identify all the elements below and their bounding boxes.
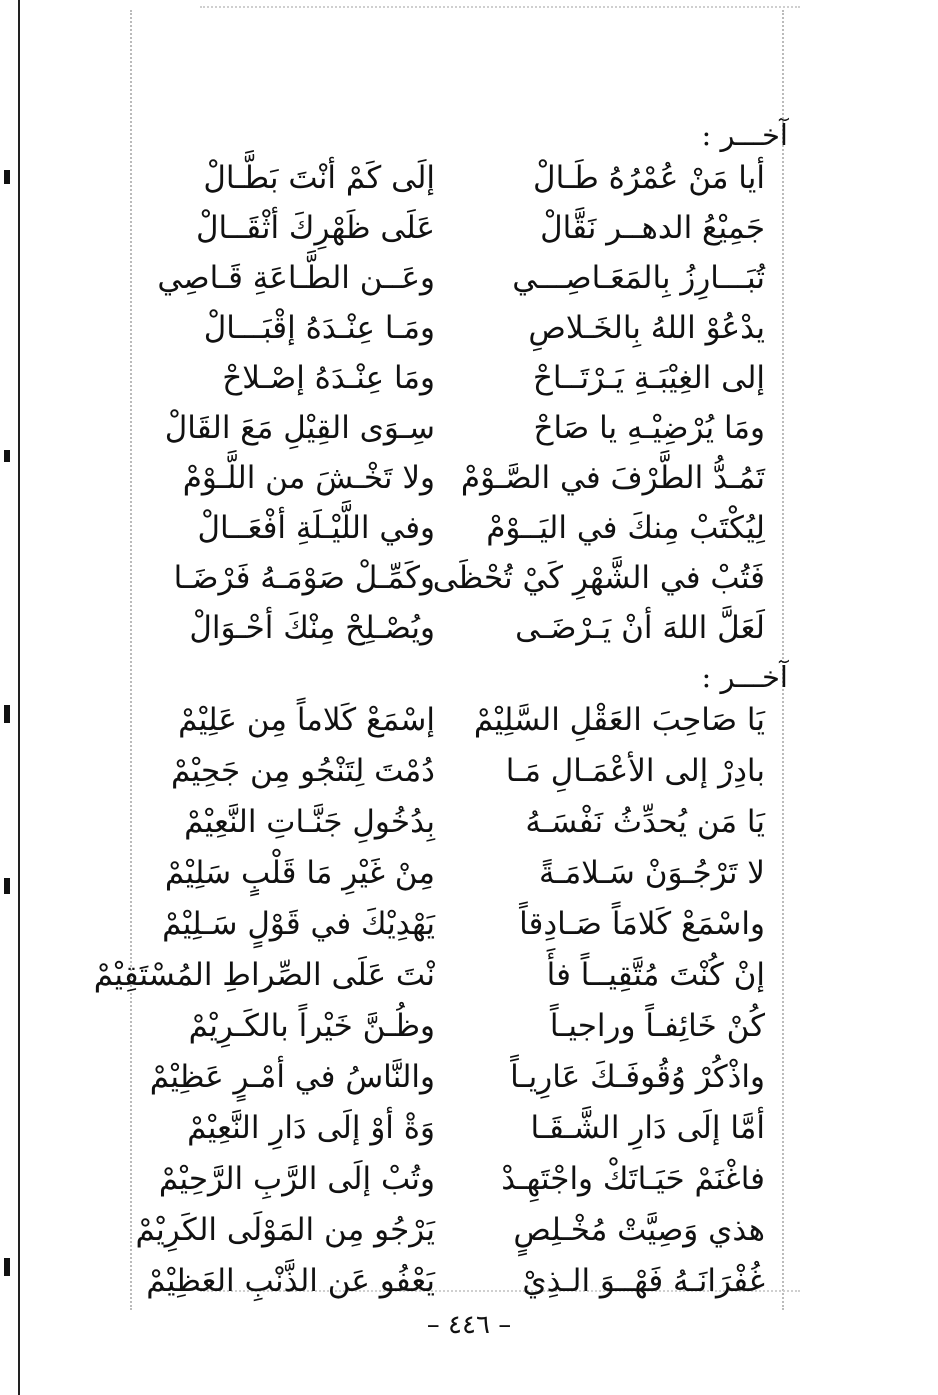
verse-line <box>145 252 765 304</box>
verse-first-hemistich: فَتُبْ في الشَّهْرِ كَيْ تُحْظَى <box>432 560 765 596</box>
edge-mark <box>4 878 10 894</box>
verse-second-hemistich: وظُـنَّ خَيْراً بالكَـرِيْمْ <box>188 1008 435 1044</box>
fold-mark-top <box>200 6 800 8</box>
verse-second-hemistich: يَعْفُو عَن الذَّنْبِ العَظِيْمْ <box>146 1263 435 1299</box>
verse-first-hemistich: لا تَرْجُـوَنْ سَـلامَـةً <box>538 855 765 891</box>
edge-mark <box>4 1258 10 1276</box>
verse-line <box>145 552 765 604</box>
section-heading: آخـــر : <box>701 118 788 152</box>
verse-line <box>145 502 765 554</box>
verse-line <box>145 1255 765 1307</box>
verse-first-hemistich: أمَّا إلَى دَارِ الشَّـقَـا <box>530 1110 765 1146</box>
verse-second-hemistich: مِنْ غَيْرِ مَا قَلْبٍ سَلِيْمْ <box>164 855 435 891</box>
verse-line <box>145 1000 765 1052</box>
edge-mark <box>4 170 10 184</box>
verse-first-hemistich: بادِرْ إلى الأعْمَـالِ مَـا <box>505 753 765 789</box>
verse-second-hemistich: يَهْدِيْكَ في قَوْلٍ سَـلِيْمْ <box>162 906 435 942</box>
verse-line <box>135 1204 765 1256</box>
verse-first-hemistich: جَمِيْعُ الدهــر نَقَّالْ <box>540 210 765 246</box>
verse-line <box>145 452 765 504</box>
verse-line <box>145 152 765 204</box>
verse-line <box>145 745 765 797</box>
verse-line <box>145 402 765 454</box>
verse-second-hemistich: إسْمَعْ كَلاماً مِن عَلِيْمْ <box>178 702 435 738</box>
verse-second-hemistich: بِدُخُولِ جَنَّـاتِ النَّعِيْمْ <box>184 804 435 840</box>
verse-line <box>145 694 765 746</box>
verse-second-hemistich: يَرْجُو مِن المَوْلَى الكَرِيْمْ <box>135 1212 435 1248</box>
verse-first-hemistich: تَمُـدُّ الطَّرْفَ في الصَّـوْمْ <box>460 460 765 496</box>
section-heading: آخـــر : <box>701 660 788 694</box>
verse-first-hemistich: كُنْ خَائِفـاً وراجيـاً <box>549 1008 765 1044</box>
verse-first-hemistich: يَا صَاحِبَ العَقْلِ السَّلِيْمْ <box>473 702 765 738</box>
verse-first-hemistich: لَعَلَّ اللهَ أنْ يَـرْضَـى <box>515 610 765 646</box>
verse-line <box>145 602 765 654</box>
verse-second-hemistich: عَلَى ظَهْرِكَ أثْقَــالْ <box>196 210 435 246</box>
verse-line <box>145 1153 765 1205</box>
verse-second-hemistich: ومَا عِنْـدَهُ إصْـلاحْ <box>222 360 435 396</box>
verse-second-hemistich: والنَّاسُ في أمْـرٍ عَظِيْمْ <box>149 1059 435 1095</box>
verse-first-hemistich: واسْمَعْ كَلامَاً صَـادِقاً <box>519 906 765 942</box>
verse-line <box>145 1102 765 1154</box>
verse-first-hemistich: غُفْرَانَـهُ فَهْــوَ الـذِيْ <box>522 1263 765 1299</box>
verse-line <box>145 1051 765 1103</box>
verse-first-hemistich: إنْ كُنْتَ مُتَّقِيــاً فأَ <box>546 957 765 993</box>
verse-line <box>93 949 765 1001</box>
verse-second-hemistich: وَةْ أوْ إلَى دَارِ النَّعِيْمْ <box>187 1110 435 1146</box>
verse-second-hemistich: وتُبْ إلَى الرَّبِ الرَّحِيْمْ <box>158 1161 435 1197</box>
verse-first-hemistich: تُبَـــارِزُ بِالمَعَـاصِـــي <box>512 260 765 296</box>
edge-mark <box>4 705 10 723</box>
verse-first-hemistich: يدْعُوْ اللهُ بِالخَـلاصِ <box>528 310 765 346</box>
verse-line <box>145 796 765 848</box>
verse-first-hemistich: إلى الغِيْبَـةِ يَـرْتَــاحْ <box>532 360 765 396</box>
verse-line <box>145 202 765 254</box>
fold-mark-left <box>130 10 132 1310</box>
edge-mark <box>4 450 10 462</box>
verse-second-hemistich: وعَــن الطَّـاعَةِ قَـاصِي <box>157 260 435 296</box>
verse-first-hemistich: فاغْنَمْ حَيَـاتَكْ واجْتَهِـدْ <box>501 1161 765 1197</box>
binding-edge-line <box>18 0 20 1395</box>
page-number: – ٤٤٦ – <box>426 1310 512 1340</box>
verse-second-hemistich: وفي اللَّيْـلَةِ أفْعَــالْ <box>197 510 435 546</box>
verse-first-hemistich: هذي وَصِيَّتْ مُخْـلِصٍ <box>513 1212 765 1248</box>
verse-second-hemistich: ومَـا عِنْـدَهُ إقْبَـــالْ <box>203 310 435 346</box>
verse-first-hemistich: أيا مَنْ عُمْرُهُ طَـالْ <box>533 160 765 196</box>
verse-first-hemistich: يَا مَن يُحدِّثُ نَفْسَـهُ <box>525 804 765 840</box>
verse-second-hemistich: سِـوَى القِيْلِ مَعَ القَالْ <box>164 410 435 446</box>
verse-first-hemistich: واذْكُرْ وُقُوفَـكَ عَارِيـاً <box>510 1059 765 1095</box>
verse-second-hemistich: ولا تَخْـشَ من اللَّـوْمْ <box>182 460 435 496</box>
verse-line <box>145 352 765 404</box>
verse-second-hemistich: دُمْتَ لِتَنْجُو مِن جَحِيْمْ <box>171 753 435 789</box>
verse-line <box>145 898 765 950</box>
verse-line <box>145 302 765 354</box>
verse-second-hemistich: وكَمِّـلْ صَوْمَـهُ فَرْضَـا <box>173 560 435 596</box>
verse-first-hemistich: ومَا يُرْضِيْـهِ يا صَاحْ <box>533 410 765 446</box>
verse-second-hemistich: نْتَ عَلَى الصِّراطِ المُسْتَقِيْمْ <box>93 957 435 993</box>
verse-second-hemistich: إلَى كَمْ أنْتَ بَطَّـالْ <box>203 160 435 196</box>
verse-first-hemistich: لِيُكْتَبْ مِنكَ في اليَــوْمْ <box>486 510 765 546</box>
verse-line <box>145 847 765 899</box>
verse-second-hemistich: ويُصْـلِحْ مِنْكَ أحْـوَالْ <box>189 610 435 646</box>
